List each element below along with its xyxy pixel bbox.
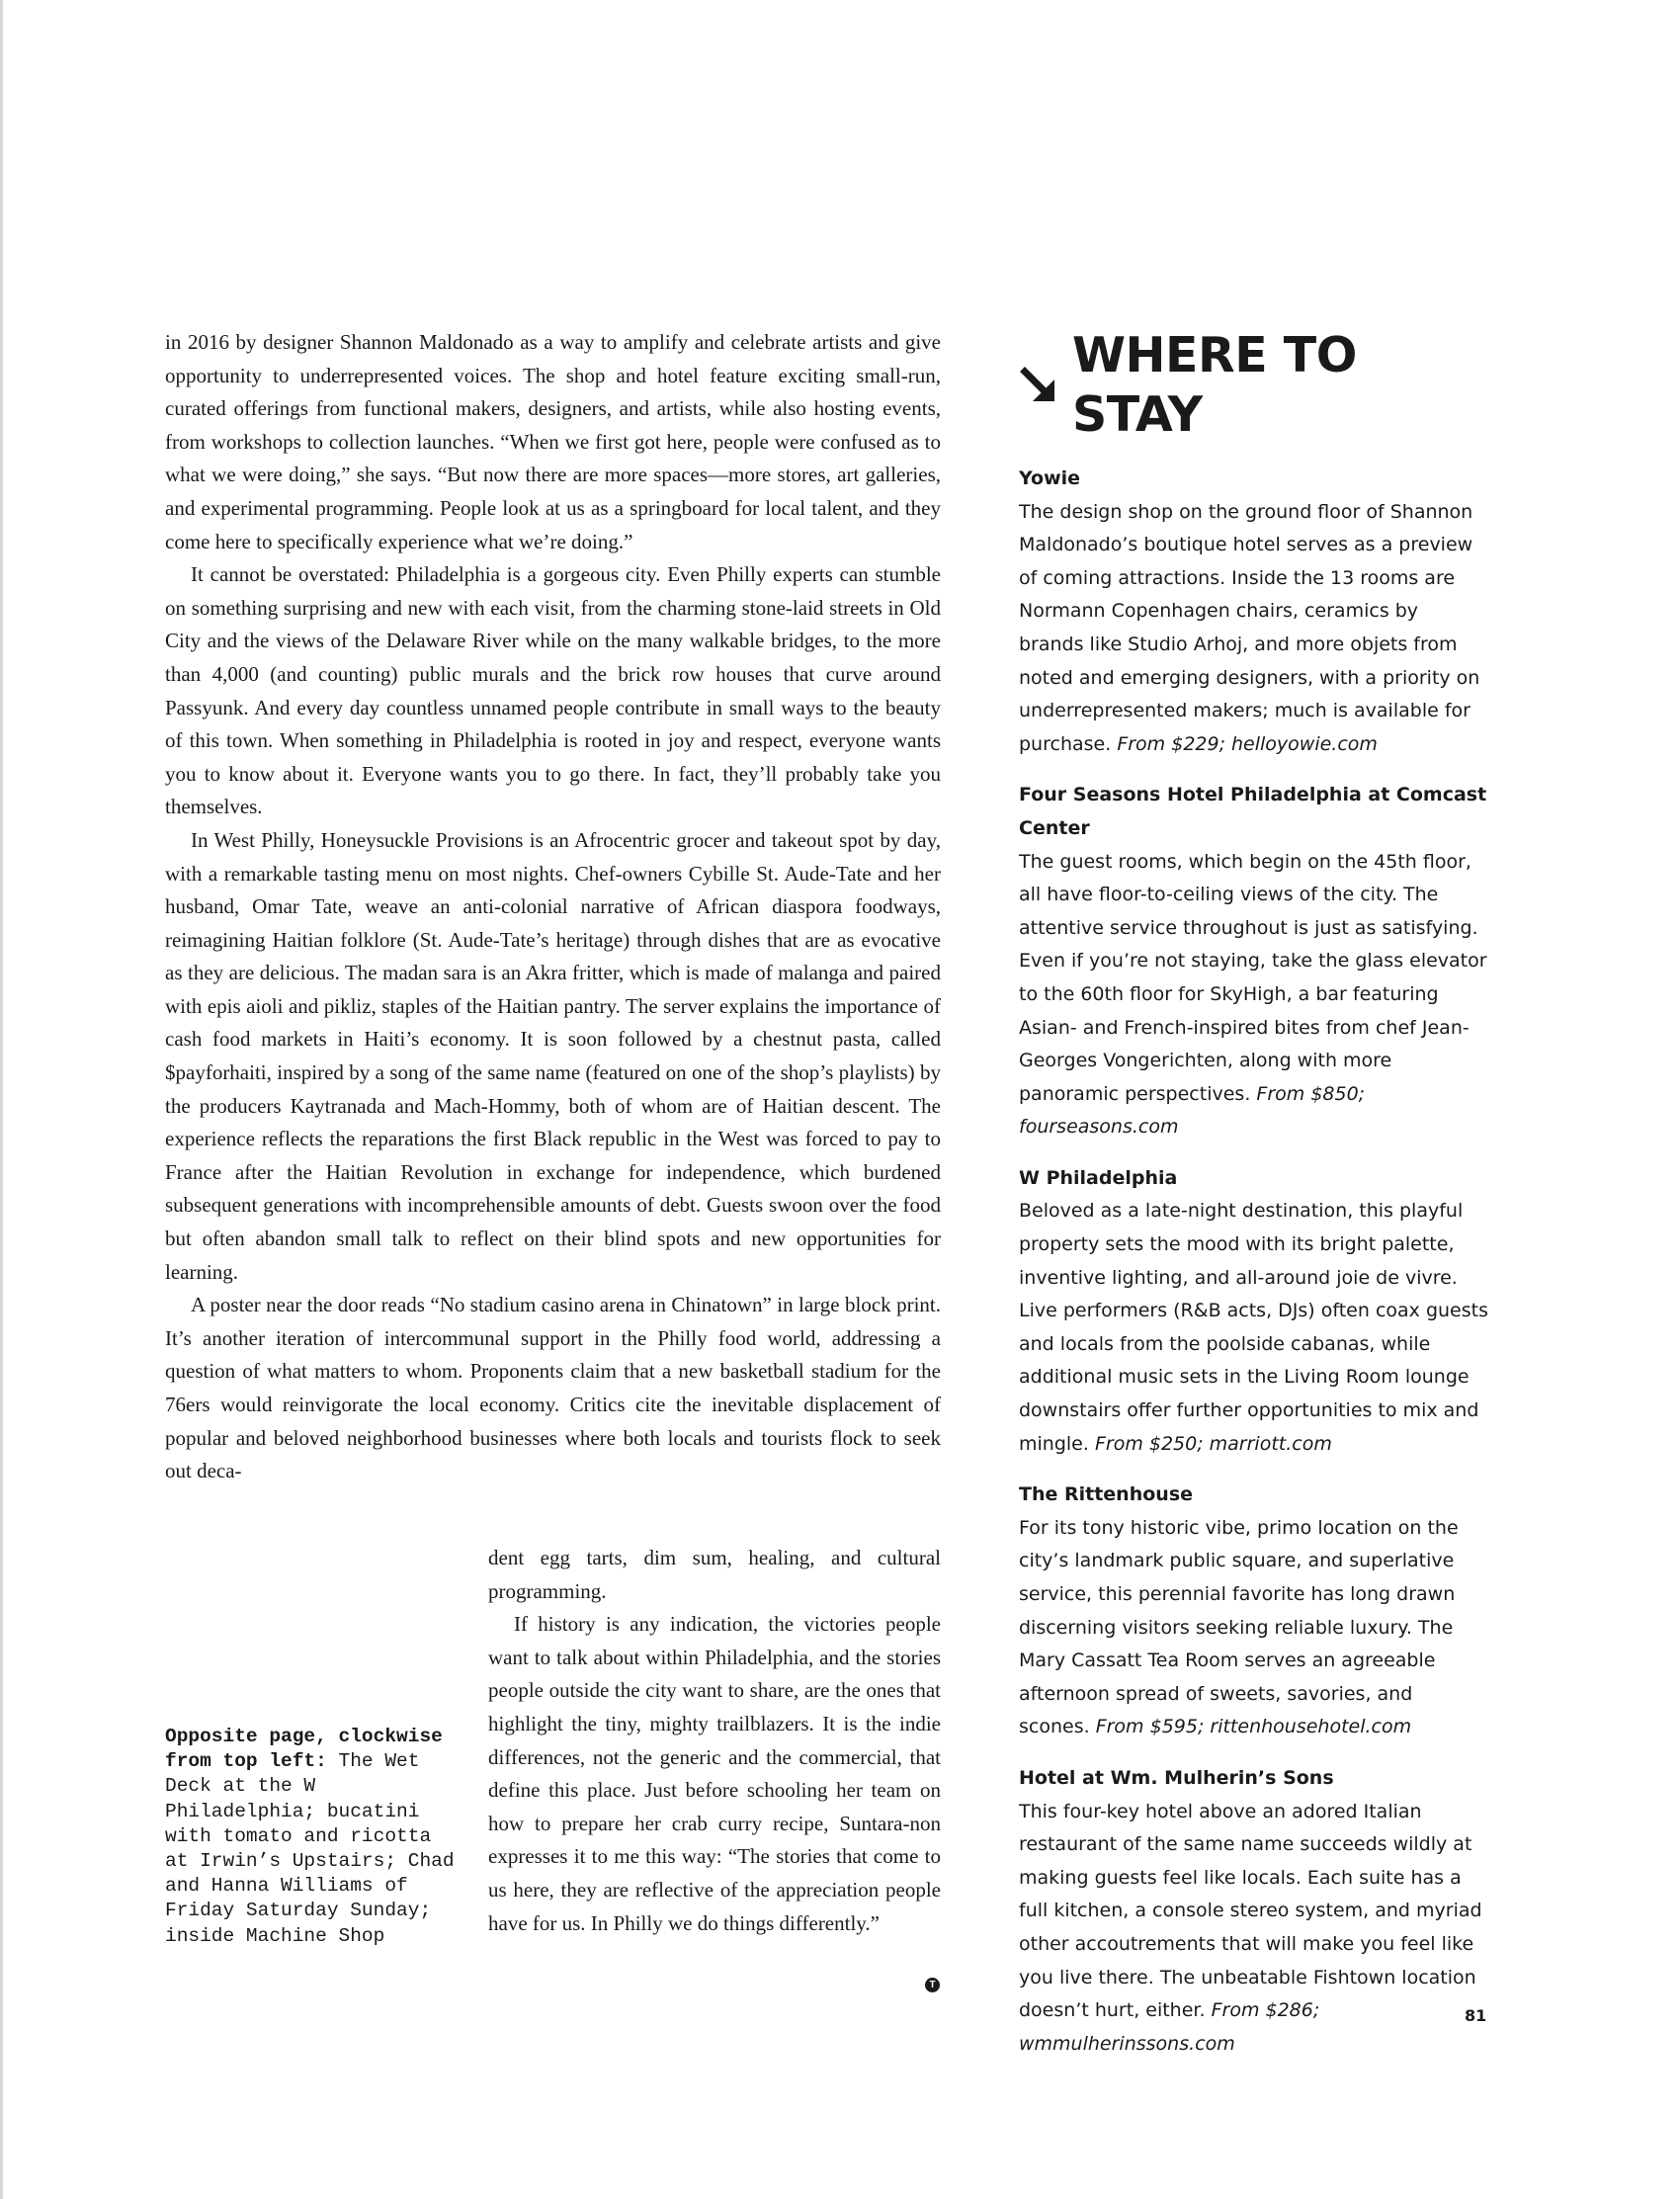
article-body-continued	[488, 1542, 941, 1940]
hotel-entry	[1019, 1162, 1488, 1461]
hotel-name: Yowie	[1019, 467, 1081, 489]
hotel-entry	[1019, 463, 1488, 761]
hotel-description: The design shop on the ground floor of Shannon Maldonado’s boutique hotel serves as a preview of coming attractions. Inside the 13 rooms are Normann Copenhagen chairs, ceramics by brands like Studio Arhoj, and more objets from noted and emerging designers, with a priority on underrepresented makers; much is available for purchase. From $229; helloyowie.com	[1019, 500, 1480, 755]
arrow-down-right-icon	[1019, 366, 1058, 405]
hotel-name: The Rittenhouse	[1019, 1483, 1194, 1506]
page-number: 81	[1465, 2006, 1487, 2025]
end-of-article-icon: T	[925, 1978, 940, 1992]
article-paragraph-1: in 2016 by designer Shannon Maldonado as a way to amplify and celebrate artists and give opportunity to underrepresented voices. The shop and hotel feature exciting small-run, curated offerings from functional makers, designers, and artists, while also hosting events, from workshops to collection launches. “When we first got here, people were confused as to what we were doing,” she says. “But now there are more spaces—more stores, art galleries, and experimental programming. People look at us as a springboard for local talent, and they come here to specifically experience what we’re doing.”	[165, 330, 941, 553]
hotel-name: W Philadelphia	[1019, 1166, 1178, 1189]
photo-caption	[165, 1725, 462, 1949]
hotel-entry	[1019, 1479, 1488, 1744]
hotel-name: Hotel at Wm. Mulherin’s Sons	[1019, 1766, 1334, 1789]
article-paragraph-5: If history is any indication, the victories people want to talk about within Philadelphia, and the stories people outside the city want to share, are the ones that highlight the tiny, mighty trailblazers. It is the indie differences, not the generic and the commercial, that define this place. Just before schooling her team on how to prepare her crab curry recipe, Suntara-non expresses it to me this way: “The stories that come to us here, they are reflective of the appreciation people have for us. In Philly we do things differently.”	[488, 1612, 941, 1935]
hotel-name: Four Seasons Hotel Philadelphia at Comcast Center	[1019, 784, 1487, 839]
article-paragraph-3: In West Philly, Honeysuckle Provisions is an Afrocentric grocer and takeout spot by day, with a remarkable tasting menu on most nights. Chef-owners Cybille St. Aude-Tate and her husband, Omar Tate, weave an anti-colonial narrative of African diaspora foodways, reimagining Haitian folklore (St. Aude-Tate’s heritage) through dishes that are as evocative as they are delicious. The madan sara is an Akra fritter, which is made of malanga and paired with epis aioli and pikliz, staples of the Haitian pantry. The server explains the importance of cash food markets in Haiti’s economy. It is soon followed by a chestnut pasta, called $payforhaiti, inspired by a song of the same name (featured on one of the shop’s playlists) by the producers Kaytranada and Mach-Hommy, both of whom are of Haitian descent. The experience reflects the reparations the first Black republic in the West was forced to pay to France after the Haitian Revolution in exchange for independence, which burdened subsequent generations with incomprehensible amounts of debt. Guests swoon over the food but often abandon small talk to reflect on their blind spots and new opportunities for learning.	[165, 827, 941, 1284]
hotel-price: From $286; wmmulherinssons.com	[1019, 1999, 1320, 2055]
where-to-stay-sidebar	[1019, 326, 1488, 2078]
hotel-price: From $229; helloyowie.com	[1117, 732, 1378, 755]
article-paragraph-4-continued: dent egg tarts, dim sum, healing, and cultural programming.	[488, 1546, 941, 1603]
hotel-entry	[1019, 779, 1488, 1144]
article-paragraph-4: A poster near the door reads “No stadium casino arena in Chinatown” in large block print. It’s another iteration of intercommunal support in the Philly food world, addressing a question of what matters to whom. Proponents claim that a new basketball stadium for the 76ers would reinvigorate the local economy. Critics cite the inevitable displacement of popular and beloved neighborhood businesses where both locals and tourists flock to seek out deca-	[165, 1293, 941, 1483]
caption-lead: Opposite page, clockwise from top left:	[165, 1726, 443, 1773]
hotel-description: This four-key hotel above an adored Italian restaurant of the same name succeeds wildly at making guests feel like locals. Each suite has a full kitchen, a console stereo system, and myriad other accoutrements that will make you feel like you live there. The unbeatable Fishtown location doesn’t hurt, either. From $286; wmmulherinssons.com	[1019, 1800, 1482, 2055]
hotel-description: For its tony historic vibe, primo location on the city’s landmark public square, and superlative service, this perennial favorite has long drawn discerning visitors seeking reliable luxury. The Mary Cassatt Tea Room serves an agreeable afternoon spread of sweets, savories, and scones. From $595; rittenhousehotel.com	[1019, 1516, 1459, 1738]
hotel-price: From $850; fourseasons.com	[1019, 1082, 1366, 1139]
hotel-description: The guest rooms, which begin on the 45th floor, all have floor-to-ceiling views of the city. The attentive service throughout is just as satisfying. Even if you’re not staying, take the glass elevator to the 60th floor for SkyHigh, a bar featuring Asian- and French-inspired bites from chef Jean-Georges Vongerichten, along with more panoramic perspectives. From $850; fourseasons.com	[1019, 850, 1487, 1139]
hotel-description: Beloved as a late-night destination, this playful property sets the mood with its bright palette, inventive lighting, and all-around joie de vivre. Live performers (R&B acts, DJs) often coax guests and locals from the poolside cabanas, while additional music sets in the Living Room lounge downstairs offer further opportunities to mix and mingle. From $250; marriott.com	[1019, 1200, 1488, 1455]
sidebar-heading	[1019, 326, 1488, 445]
page-edge-rule	[0, 0, 3, 2199]
sidebar-heading-text: WHERE TO STAY	[1072, 327, 1357, 443]
article-body	[165, 326, 941, 1488]
hotel-price: From $595; rittenhousehotel.com	[1095, 1716, 1412, 1738]
hotel-price: From $250; marriott.com	[1094, 1432, 1332, 1455]
hotel-entry	[1019, 1762, 1488, 2061]
caption-text: The Wet Deck at the W Philadelphia; bucatini with tomato and ricotta at Irwin’s Upstairs; Chad and Hanna Williams of Friday Saturday Sunday; inside Machine Shop	[165, 1750, 455, 1947]
article-paragraph-2: It cannot be overstated: Philadelphia is a gorgeous city. Even Philly experts can stumble on something surprising and new with each visit, from the charming stone-laid streets in Old City and the views of the Delaware River while on the many walkable bridges, to the more than 4,000 (and counting) public murals and the brick row houses that curve around Passyunk. And every day countless unnamed people contribute in small ways to the beauty of this town. When something in Philadelphia is rooted in joy and respect, everyone wants you to know about it. Everyone wants you to go there. In fact, they’ll probably take you themselves.	[165, 562, 941, 819]
